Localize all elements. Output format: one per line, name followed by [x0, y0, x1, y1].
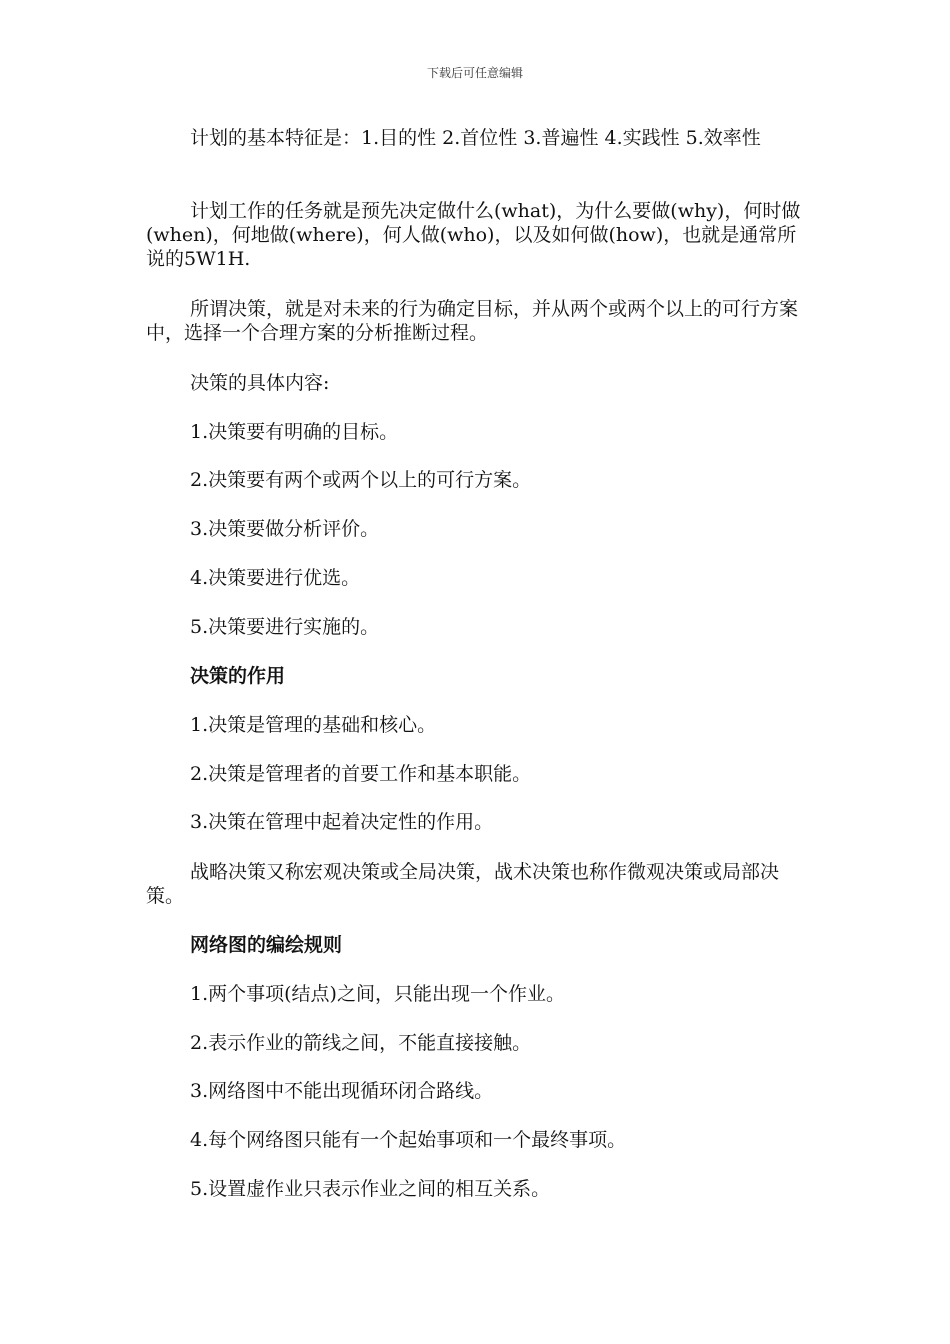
list-item: 2.决策是管理者的首要工作和基本职能。 — [190, 763, 532, 785]
list-item: 4.决策要进行优选。 — [190, 567, 361, 589]
list-item: 1.两个事项(结点)之间，只能出现一个作业。 — [190, 983, 565, 1005]
paragraph-decision-definition: 所谓决策，就是对未来的行为确定目标，并从两个或两个以上的可行方案中，选择一个合理方案的分析推断过程。 — [146, 298, 799, 344]
list-item: 3.决策在管理中起着决定性的作用。 — [190, 811, 494, 833]
list-item: 5.决策要进行实施的。 — [190, 616, 380, 638]
section-heading-network-rules: 网络图的编绘规则 — [190, 934, 343, 956]
list-item: 4.每个网络图只能有一个起始事项和一个最终事项。 — [190, 1129, 627, 1151]
section-heading-decision-role: 决策的作用 — [190, 665, 286, 687]
paragraph-decision-content-title: 决策的具体内容: — [190, 372, 330, 394]
page-header: 下载后可任意编辑 — [426, 66, 523, 80]
list-item: 3.网络图中不能出现循环闭合路线。 — [190, 1080, 494, 1102]
list-item: 2.决策要有两个或两个以上的可行方案。 — [190, 469, 532, 491]
list-item: 1.决策是管理的基础和核心。 — [190, 714, 437, 736]
list-item: 2.表示作业的箭线之间，不能直接接触。 — [190, 1032, 532, 1054]
list-item: 1.决策要有明确的目标。 — [190, 421, 399, 443]
list-item: 5.设置虚作业只表示作业之间的相互关系。 — [190, 1178, 551, 1200]
paragraph-plan-features: 计划的基本特征是：1.目的性 2.首位性 3.普遍性 4.实践性 5.效率性 — [190, 127, 761, 149]
paragraph-plan-tasks: 计划工作的任务就是预先决定做什么(what)，为什么要做(why)，何时做(when)，何地做(where)，何人做(who)，以及如何做(how)，也就是通常所说的5W1H. — [146, 200, 801, 270]
paragraph-strategic-decision: 战略决策又称宏观决策或全局决策，战术决策也称作微观决策或局部决策。 — [146, 861, 780, 907]
list-item: 3.决策要做分析评价。 — [190, 518, 380, 540]
